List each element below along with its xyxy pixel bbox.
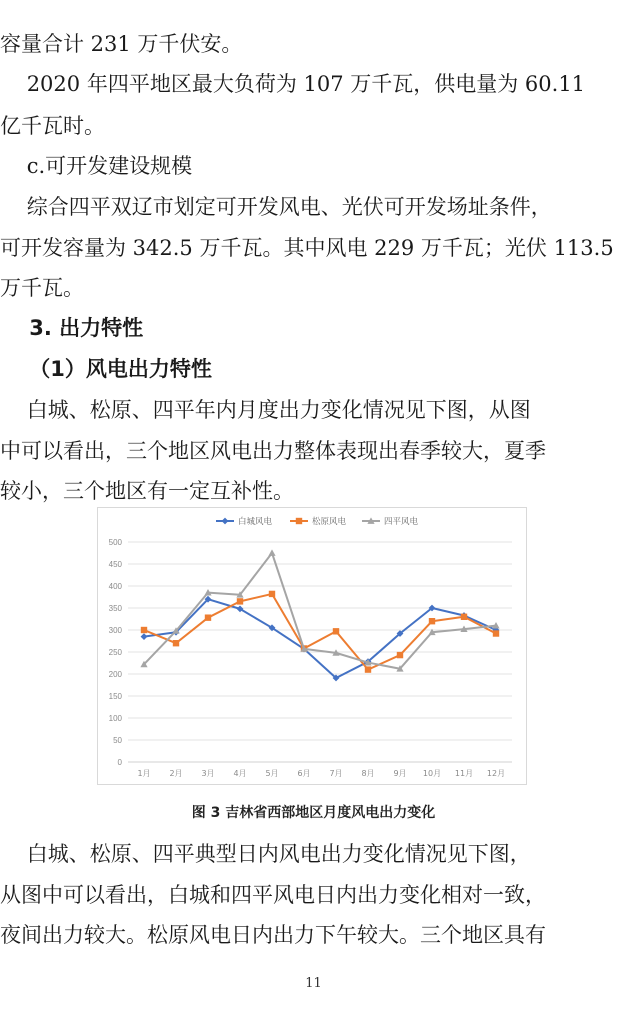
monthly-wind-output-chart xyxy=(97,507,527,785)
y-tick-label: 500 xyxy=(108,538,122,547)
data-point-series-2 xyxy=(429,618,435,624)
y-tick-label: 0 xyxy=(117,758,122,767)
y-tick-label: 250 xyxy=(108,648,122,657)
x-tick-label: 2月 xyxy=(169,769,183,778)
x-tick-label: 6月 xyxy=(297,769,311,778)
y-tick-label: 200 xyxy=(108,670,122,679)
data-point-series-2 xyxy=(237,598,243,604)
text-line-2: 2020 年四平地区最大负荷为 107 万千瓦，供电量为 60.11 xyxy=(0,72,586,96)
y-tick-label: 400 xyxy=(108,582,122,591)
series-line-1 xyxy=(144,599,496,678)
text-line-7: 万千瓦。 xyxy=(0,276,84,300)
y-tick-label: 150 xyxy=(108,692,122,701)
y-tick-label: 450 xyxy=(108,560,122,569)
text-line-12: 较小，三个地区有一定互补性。 xyxy=(0,479,294,503)
text-line-4: c.可开发建设规模 xyxy=(0,154,193,178)
legend-label: 松原风电 xyxy=(312,517,347,527)
data-point-series-2 xyxy=(205,614,211,620)
page-number: 11 xyxy=(305,976,322,991)
figure-caption: 图 3 吉林省西部地区月度风电出力变化 xyxy=(191,805,436,821)
text-line-5: 综合四平双辽市划定可开发风电、光伏可开发场址条件， xyxy=(0,195,552,219)
data-point-series-3 xyxy=(268,549,275,555)
text-line-11: 中可以看出，三个地区风电出力整体表现出春季较大，夏季 xyxy=(0,439,546,463)
text-line-6: 可开发容量为 342.5 万千瓦。其中风电 229 万千瓦；光伏 113.5 xyxy=(0,236,614,260)
x-tick-label: 1月 xyxy=(137,769,151,778)
chart-svg xyxy=(98,508,526,784)
data-point-series-2 xyxy=(493,630,499,636)
section-heading: 3. 出力特性 xyxy=(0,316,144,340)
legend-marker xyxy=(222,518,229,525)
x-tick-label: 7月 xyxy=(329,769,343,778)
data-point-series-2 xyxy=(397,652,403,658)
subsection-heading: （1）风电出力特性 xyxy=(0,357,212,381)
x-tick-label: 10月 xyxy=(422,769,442,778)
text-line-3: 亿千瓦时。 xyxy=(0,114,105,138)
data-point-series-2 xyxy=(173,640,179,646)
data-point-series-2 xyxy=(269,591,275,597)
data-point-series-1 xyxy=(141,633,148,640)
data-point-series-2 xyxy=(461,614,467,620)
data-point-series-2 xyxy=(141,627,147,633)
y-tick-label: 100 xyxy=(108,714,122,723)
x-tick-label: 11月 xyxy=(454,769,474,778)
text-line-15: 夜间出力较大。松原风电日内出力下午较大。三个地区具有 xyxy=(0,923,546,947)
x-tick-label: 9月 xyxy=(393,769,407,778)
legend-label: 四平风电 xyxy=(384,517,419,527)
text-line-13: 白城、松原、四平典型日内风电出力变化情况见下图， xyxy=(0,842,531,866)
y-tick-label: 350 xyxy=(108,604,122,613)
data-point-series-2 xyxy=(365,666,371,672)
data-point-series-2 xyxy=(333,628,339,634)
y-tick-label: 300 xyxy=(108,626,122,635)
text-line-14: 从图中可以看出，白城和四平风电日内出力变化相对一致， xyxy=(0,883,546,907)
x-tick-label: 12月 xyxy=(486,769,506,778)
y-tick-label: 50 xyxy=(113,736,122,745)
x-tick-label: 3月 xyxy=(201,769,215,778)
text-line-10: 白城、松原、四平年内月度出力变化情况见下图，从图 xyxy=(0,398,531,422)
legend-label: 白城风电 xyxy=(238,517,273,527)
x-tick-label: 5月 xyxy=(265,769,279,778)
x-tick-label: 8月 xyxy=(361,769,375,778)
text-line-1: 容量合计 231 万千伏安。 xyxy=(0,32,243,56)
legend-marker xyxy=(296,518,302,524)
x-tick-label: 4月 xyxy=(233,769,247,778)
